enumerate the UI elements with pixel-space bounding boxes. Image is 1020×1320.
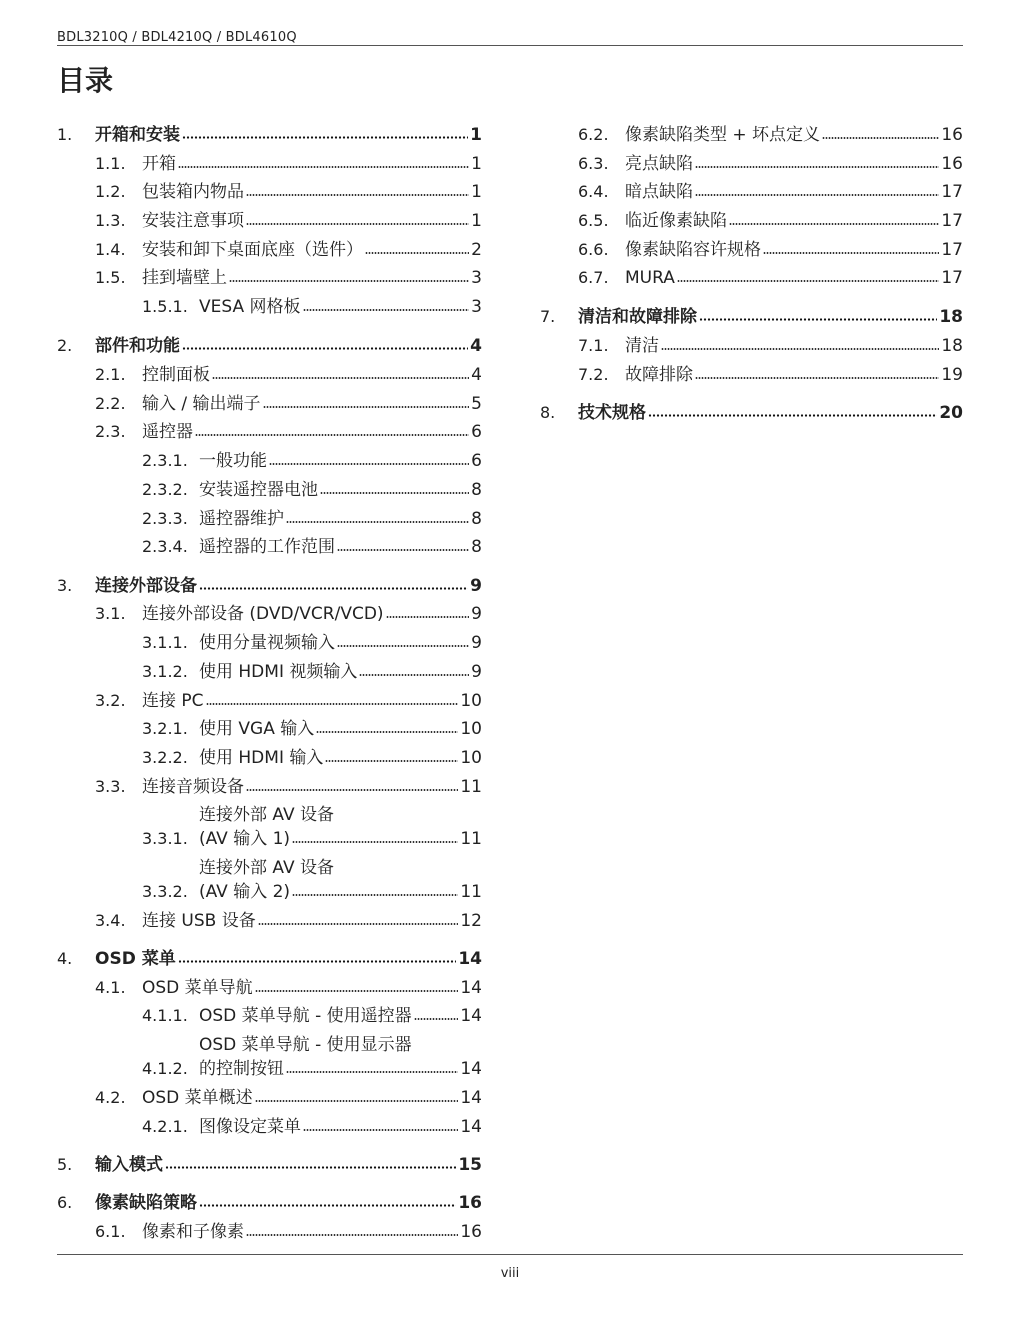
toc-entry-page: 3 bbox=[471, 297, 482, 317]
toc-entry-number: 7.2. bbox=[578, 365, 609, 384]
toc-entry-text bbox=[142, 392, 482, 416]
dot-leader bbox=[414, 1018, 459, 1020]
dot-leader bbox=[199, 587, 468, 590]
dot-leader bbox=[695, 377, 939, 379]
dot-leader bbox=[286, 1071, 458, 1073]
toc-entry-label: 临近像素缺陷 bbox=[625, 211, 727, 231]
toc-entry-label: 遥控器 bbox=[142, 422, 193, 442]
toc-entry[interactable] bbox=[57, 266, 482, 290]
toc-entry-page: 3 bbox=[471, 268, 482, 288]
toc-entry-number: 1.5. bbox=[95, 268, 126, 287]
toc-entry-number: 3.3.1. bbox=[142, 829, 188, 848]
toc-entry[interactable] bbox=[57, 1191, 482, 1215]
toc-entry-label: 使用分量视频输入 bbox=[199, 633, 335, 653]
toc-entry-text bbox=[625, 152, 963, 176]
toc-entry-text bbox=[142, 180, 482, 204]
toc-entry[interactable] bbox=[540, 123, 963, 147]
toc-entry-text bbox=[199, 746, 482, 770]
toc-entry-number: 3.1.1. bbox=[142, 633, 188, 652]
dot-leader bbox=[286, 521, 469, 523]
toc-entry[interactable] bbox=[57, 660, 482, 684]
toc-entry-number: 3.3. bbox=[95, 777, 126, 796]
dot-leader bbox=[677, 280, 939, 282]
toc-entry-page: 20 bbox=[939, 403, 963, 423]
toc-entry-label: 开箱 bbox=[142, 154, 176, 174]
footer-rule bbox=[57, 1254, 963, 1255]
toc-entry-number: 3.1.2. bbox=[142, 662, 188, 681]
toc-entry-page: 10 bbox=[460, 748, 482, 768]
toc-entry[interactable] bbox=[57, 631, 482, 655]
toc-entry-number: 7.1. bbox=[578, 336, 609, 355]
toc-entry-number: 1.1. bbox=[95, 154, 126, 173]
toc-entry-label: 使用 VGA 输入 bbox=[199, 719, 315, 739]
dot-leader bbox=[263, 406, 470, 408]
toc-entry-text bbox=[625, 180, 963, 204]
toc-entry-page: 17 bbox=[941, 211, 963, 231]
toc-entry-text bbox=[142, 909, 482, 933]
toc-entry-text bbox=[142, 1220, 482, 1244]
toc-entry-text bbox=[625, 266, 963, 290]
toc-entry-page: 6 bbox=[471, 451, 482, 471]
dot-leader bbox=[165, 1166, 456, 1169]
toc-entry[interactable] bbox=[57, 976, 482, 1000]
toc-entry-page: 17 bbox=[941, 182, 963, 202]
toc-entry[interactable] bbox=[57, 805, 482, 851]
toc-entry[interactable] bbox=[540, 180, 963, 204]
toc-entry-label: 清洁和故障排除 bbox=[578, 307, 697, 327]
toc-entry-number: 6.5. bbox=[578, 211, 609, 230]
toc-entry-page: 11 bbox=[460, 882, 482, 902]
toc-entry[interactable] bbox=[57, 1153, 482, 1177]
dot-leader bbox=[182, 347, 468, 350]
toc-entry-number: 8. bbox=[540, 403, 556, 422]
toc-entry-number: 4.2.1. bbox=[142, 1117, 188, 1136]
toc-entry-text bbox=[142, 152, 482, 176]
dot-leader bbox=[337, 645, 469, 647]
toc-entry-label-first-line: 连接外部 AV 设备 bbox=[199, 858, 334, 878]
dot-leader bbox=[316, 731, 458, 733]
toc-entry[interactable] bbox=[57, 180, 482, 204]
toc-entry-text bbox=[199, 1004, 482, 1028]
toc-entry-page: 1 bbox=[471, 182, 482, 202]
toc-entry[interactable] bbox=[57, 209, 482, 233]
toc-entry-page: 14 bbox=[458, 949, 482, 969]
toc-entry-label: 连接音频设备 bbox=[142, 777, 244, 797]
toc-entry-number: 1.3. bbox=[95, 211, 126, 230]
toc-entry-text bbox=[199, 1057, 482, 1081]
toc-entry-number: 1.5.1. bbox=[142, 297, 188, 316]
toc-entry-number: 3.2.2. bbox=[142, 748, 188, 767]
toc-entry-label: 使用 HDMI 视频输入 bbox=[199, 662, 358, 682]
toc-entry-page: 4 bbox=[471, 365, 482, 385]
toc-entry-page: 5 bbox=[471, 394, 482, 414]
toc-entry[interactable] bbox=[57, 717, 482, 741]
toc-entry[interactable] bbox=[57, 1086, 482, 1110]
toc-entry-label: 技术规格 bbox=[578, 403, 646, 423]
toc-entry-text bbox=[199, 717, 482, 741]
toc-entry-text bbox=[199, 478, 482, 502]
toc-entry-label: 的控制按钮 bbox=[199, 1059, 284, 1079]
dot-leader bbox=[325, 760, 458, 762]
toc-entry[interactable] bbox=[57, 602, 482, 626]
toc-entry-number: 7. bbox=[540, 307, 556, 326]
dot-leader bbox=[246, 194, 469, 196]
toc-entry-text bbox=[95, 574, 482, 598]
dot-leader bbox=[386, 616, 470, 618]
toc-entry-number: 2.3. bbox=[95, 422, 126, 441]
toc-entry[interactable] bbox=[57, 746, 482, 770]
toc-entry-text bbox=[142, 238, 482, 262]
dot-leader bbox=[695, 194, 939, 196]
toc-entry-label: 故障排除 bbox=[625, 365, 693, 385]
toc-entry-text bbox=[199, 660, 482, 684]
toc-entry-label: OSD 菜单导航 - 使用遥控器 bbox=[199, 1006, 412, 1026]
toc-entry-label: 输入 / 输出端子 bbox=[142, 394, 261, 414]
toc-entry-label: 输入模式 bbox=[95, 1155, 163, 1175]
toc-entry[interactable] bbox=[57, 507, 482, 531]
dot-leader bbox=[212, 377, 469, 379]
toc-entry-page: 12 bbox=[460, 911, 482, 931]
toc-entry-page: 18 bbox=[939, 307, 963, 327]
page-title: 目录 bbox=[57, 64, 114, 97]
toc-entry[interactable] bbox=[57, 295, 482, 319]
toc-entry-number: 6.7. bbox=[578, 268, 609, 287]
toc-entry-number: 2.3.4. bbox=[142, 537, 188, 556]
dot-leader bbox=[258, 923, 459, 925]
dot-leader bbox=[763, 252, 939, 254]
toc-entry[interactable] bbox=[540, 266, 963, 290]
toc-entry-label: 遥控器维护 bbox=[199, 509, 284, 529]
toc-entry-text bbox=[142, 266, 482, 290]
dot-leader bbox=[246, 1234, 458, 1236]
toc-entry-label: 像素缺陷策略 bbox=[95, 1193, 197, 1213]
toc-entry-label: OSD 菜单概述 bbox=[142, 1088, 253, 1108]
toc-entry[interactable] bbox=[540, 305, 963, 329]
toc-entry-page: 10 bbox=[460, 691, 482, 711]
toc-entry-text bbox=[625, 334, 963, 358]
toc-entry-page: 14 bbox=[460, 1059, 482, 1079]
toc-entry-text bbox=[199, 880, 482, 904]
toc-entry-page: 18 bbox=[941, 336, 963, 356]
toc-entry-page: 4 bbox=[470, 336, 482, 356]
toc-entry-page: 1 bbox=[471, 211, 482, 231]
toc-entry[interactable] bbox=[57, 123, 482, 147]
dot-leader bbox=[699, 318, 937, 321]
toc-entry-text bbox=[142, 209, 482, 233]
toc-entry-label: 图像设定菜单 bbox=[199, 1117, 301, 1137]
dot-leader bbox=[303, 1129, 458, 1131]
toc-entry-text bbox=[142, 602, 482, 626]
toc-entry-label: 部件和功能 bbox=[95, 336, 180, 356]
header-models: BDL3210Q / BDL4210Q / BDL4610Q bbox=[57, 30, 297, 45]
toc-entry-label: 连接外部设备 bbox=[95, 576, 197, 596]
toc-entry[interactable] bbox=[57, 392, 482, 416]
toc-entry-page: 6 bbox=[471, 422, 482, 442]
toc-entry-text bbox=[95, 1153, 482, 1177]
toc-entry-page: 10 bbox=[460, 719, 482, 739]
toc-entry-page: 8 bbox=[471, 509, 482, 529]
toc-entry[interactable] bbox=[57, 574, 482, 598]
toc-entry-text bbox=[578, 401, 963, 425]
toc-entry[interactable] bbox=[540, 334, 963, 358]
toc-entry-number: 4.1. bbox=[95, 978, 126, 997]
toc-entry-text bbox=[625, 363, 963, 387]
toc-entry-page: 1 bbox=[470, 125, 482, 145]
toc-entry-number: 3. bbox=[57, 576, 73, 595]
toc-entry-page: 14 bbox=[460, 1117, 482, 1137]
toc-entry[interactable] bbox=[57, 535, 482, 559]
toc-entry-text bbox=[199, 449, 482, 473]
toc-entry[interactable] bbox=[57, 420, 482, 444]
dot-leader bbox=[269, 463, 469, 465]
toc-entry-label: 一般功能 bbox=[199, 451, 267, 471]
toc-entry[interactable] bbox=[57, 449, 482, 473]
toc-entry[interactable] bbox=[57, 775, 482, 799]
toc-entry-label: 亮点缺陷 bbox=[625, 154, 693, 174]
toc-entry-number: 6. bbox=[57, 1193, 73, 1212]
toc-entry-page: 16 bbox=[941, 154, 963, 174]
toc-entry-text bbox=[199, 631, 482, 655]
toc-entry[interactable] bbox=[57, 152, 482, 176]
toc-entry-label: (AV 输入 1) bbox=[199, 829, 291, 849]
toc-entry-page: 14 bbox=[460, 1006, 482, 1026]
toc-entry-page: 16 bbox=[460, 1222, 482, 1242]
toc-entry[interactable] bbox=[540, 152, 963, 176]
toc-entry-number: 6.3. bbox=[578, 154, 609, 173]
toc-entry-number: 1.4. bbox=[95, 240, 126, 259]
toc-entry-label-first-line: OSD 菜单导航 - 使用显示器 bbox=[199, 1035, 412, 1055]
dot-leader bbox=[320, 492, 469, 494]
dot-leader bbox=[246, 223, 469, 225]
toc-entry-label: 安装遥控器电池 bbox=[199, 480, 318, 500]
toc-entry-text bbox=[142, 1086, 482, 1110]
toc-entry-label: 使用 HDMI 输入 bbox=[199, 748, 324, 768]
toc-entry-text bbox=[142, 689, 482, 713]
toc-entry-label: 像素缺陷类型 + 坏点定义 bbox=[625, 125, 821, 145]
toc-entry-page: 1 bbox=[471, 154, 482, 174]
toc-entry-number: 5. bbox=[57, 1155, 73, 1174]
toc-entry-label: 开箱和安装 bbox=[95, 125, 180, 145]
toc-entry-number: 4. bbox=[57, 949, 73, 968]
toc-entry-number: 4.1.1. bbox=[142, 1006, 188, 1025]
toc-entry-page: 9 bbox=[470, 576, 482, 596]
toc-entry-label: 控制面板 bbox=[142, 365, 210, 385]
toc-entry-text bbox=[625, 238, 963, 262]
toc-entry-label: 连接外部设备 (DVD/VCR/VCD) bbox=[142, 604, 384, 624]
toc-entry-page: 8 bbox=[471, 537, 482, 557]
dot-leader bbox=[182, 136, 468, 139]
toc-entry-page: 9 bbox=[471, 633, 482, 653]
toc-entry-text bbox=[199, 1115, 482, 1139]
dot-leader bbox=[648, 414, 937, 417]
toc-entry-number: 6.4. bbox=[578, 182, 609, 201]
toc-entry[interactable] bbox=[57, 858, 482, 904]
toc-entry-number: 4.2. bbox=[95, 1088, 126, 1107]
toc-entry-page: 14 bbox=[460, 1088, 482, 1108]
toc-entry-text bbox=[199, 535, 482, 559]
toc-entry-number: 3.2. bbox=[95, 691, 126, 710]
toc-entry-label: 像素缺陷容许规格 bbox=[625, 240, 761, 260]
toc-entry-label: 挂到墙壁上 bbox=[142, 268, 227, 288]
toc-entry-label: OSD 菜单 bbox=[95, 949, 176, 969]
toc-entry-number: 2.3.1. bbox=[142, 451, 188, 470]
dot-leader bbox=[255, 990, 459, 992]
running-header bbox=[57, 30, 963, 46]
toc-entry[interactable] bbox=[57, 909, 482, 933]
toc-entry-text bbox=[625, 123, 963, 147]
dot-leader bbox=[255, 1100, 459, 1102]
toc-entry[interactable] bbox=[57, 238, 482, 262]
dot-leader bbox=[822, 137, 939, 139]
toc-entry[interactable] bbox=[57, 1035, 482, 1081]
toc-entry-label: OSD 菜单导航 bbox=[142, 978, 253, 998]
toc-entry-page: 11 bbox=[460, 777, 482, 797]
toc-entry-text bbox=[199, 295, 482, 319]
toc-entry-number: 1. bbox=[57, 125, 73, 144]
toc-entry[interactable] bbox=[540, 363, 963, 387]
dot-leader bbox=[365, 252, 469, 254]
toc-entry-label: MURA bbox=[625, 268, 675, 288]
dot-leader bbox=[359, 674, 469, 676]
toc-entry-label: 遥控器的工作范围 bbox=[199, 537, 335, 557]
toc-entry[interactable] bbox=[57, 334, 482, 358]
dot-leader bbox=[178, 166, 469, 168]
toc-entry-page: 16 bbox=[458, 1193, 482, 1213]
toc-entry-label: 清洁 bbox=[625, 336, 659, 356]
dot-leader bbox=[178, 960, 457, 963]
toc-entry-number: 2.3.2. bbox=[142, 480, 188, 499]
toc-entry-text bbox=[142, 420, 482, 444]
toc-entry-page: 11 bbox=[460, 829, 482, 849]
toc-entry-number: 2.3.3. bbox=[142, 509, 188, 528]
toc-entry-number: 4.1.2. bbox=[142, 1059, 188, 1078]
toc-entry-label: 包装箱内物品 bbox=[142, 182, 244, 202]
toc-entry-page: 14 bbox=[460, 978, 482, 998]
toc-entry-number: 3.2.1. bbox=[142, 719, 188, 738]
dot-leader bbox=[229, 280, 469, 282]
toc-entry-text bbox=[199, 827, 482, 851]
toc-entry-label: 暗点缺陷 bbox=[625, 182, 693, 202]
toc-entry-number: 3.4. bbox=[95, 911, 126, 930]
toc-entry-number: 6.6. bbox=[578, 240, 609, 259]
dot-leader bbox=[195, 434, 469, 436]
toc-entry-number: 2. bbox=[57, 336, 73, 355]
toc-entry-text bbox=[142, 363, 482, 387]
dot-leader bbox=[337, 549, 469, 551]
toc-entry-page: 15 bbox=[458, 1155, 482, 1175]
toc-entry[interactable] bbox=[57, 363, 482, 387]
toc-entry-label: 连接 USB 设备 bbox=[142, 911, 256, 931]
toc-entry-text bbox=[95, 947, 482, 971]
toc-entry-text bbox=[142, 775, 482, 799]
toc-entry-text bbox=[625, 209, 963, 233]
toc-entry-number: 2.2. bbox=[95, 394, 126, 413]
toc-entry[interactable] bbox=[540, 401, 963, 425]
toc-entry-page: 8 bbox=[471, 480, 482, 500]
toc-entry-page: 17 bbox=[941, 268, 963, 288]
toc-entry[interactable] bbox=[57, 689, 482, 713]
dot-leader bbox=[695, 166, 939, 168]
toc-entry-label: 像素和子像素 bbox=[142, 1222, 244, 1242]
toc-entry-label: 安装和卸下桌面底座（选件） bbox=[142, 240, 363, 260]
dot-leader bbox=[199, 1204, 456, 1207]
toc-entry[interactable] bbox=[540, 238, 963, 262]
dot-leader bbox=[303, 309, 470, 311]
dot-leader bbox=[246, 789, 458, 791]
toc-entry-page: 19 bbox=[941, 365, 963, 385]
toc-entry[interactable] bbox=[57, 947, 482, 971]
toc-entry-number: 1.2. bbox=[95, 182, 126, 201]
toc-entry[interactable] bbox=[57, 1115, 482, 1139]
toc-entry-number: 3.1. bbox=[95, 604, 126, 623]
toc-entry-page: 17 bbox=[941, 240, 963, 260]
toc-entry-page: 9 bbox=[471, 662, 482, 682]
toc-entry[interactable] bbox=[57, 478, 482, 502]
toc-entry-number: 2.1. bbox=[95, 365, 126, 384]
dot-leader bbox=[292, 841, 458, 843]
toc-entry-label: VESA 网格板 bbox=[199, 297, 301, 317]
toc-entry-text bbox=[95, 334, 482, 358]
dot-leader bbox=[729, 223, 939, 225]
toc-entry-text bbox=[95, 123, 482, 147]
toc-entry[interactable] bbox=[57, 1220, 482, 1244]
toc-entry-number: 6.2. bbox=[578, 125, 609, 144]
toc-entry-text bbox=[95, 1191, 482, 1215]
toc-entry-number: 6.1. bbox=[95, 1222, 126, 1241]
toc-entry-label: 安装注意事项 bbox=[142, 211, 244, 231]
toc-entry-text bbox=[142, 976, 482, 1000]
toc-entry-page: 16 bbox=[941, 125, 963, 145]
dot-leader bbox=[292, 894, 458, 896]
toc-entry-page: 9 bbox=[471, 604, 482, 624]
toc-entry[interactable] bbox=[540, 209, 963, 233]
page-number: viii bbox=[500, 1266, 520, 1281]
toc-entry[interactable] bbox=[57, 1004, 482, 1028]
toc-entry-label: 连接 PC bbox=[142, 691, 204, 711]
toc-entry-number: 3.3.2. bbox=[142, 882, 188, 901]
toc-entry-label: (AV 输入 2) bbox=[199, 882, 291, 902]
toc-entry-label-first-line: 连接外部 AV 设备 bbox=[199, 805, 334, 825]
toc-entry-text bbox=[578, 305, 963, 329]
dot-leader bbox=[206, 703, 459, 705]
toc-entry-text bbox=[199, 507, 482, 531]
toc-entry-page: 2 bbox=[471, 240, 482, 260]
dot-leader bbox=[661, 348, 939, 350]
